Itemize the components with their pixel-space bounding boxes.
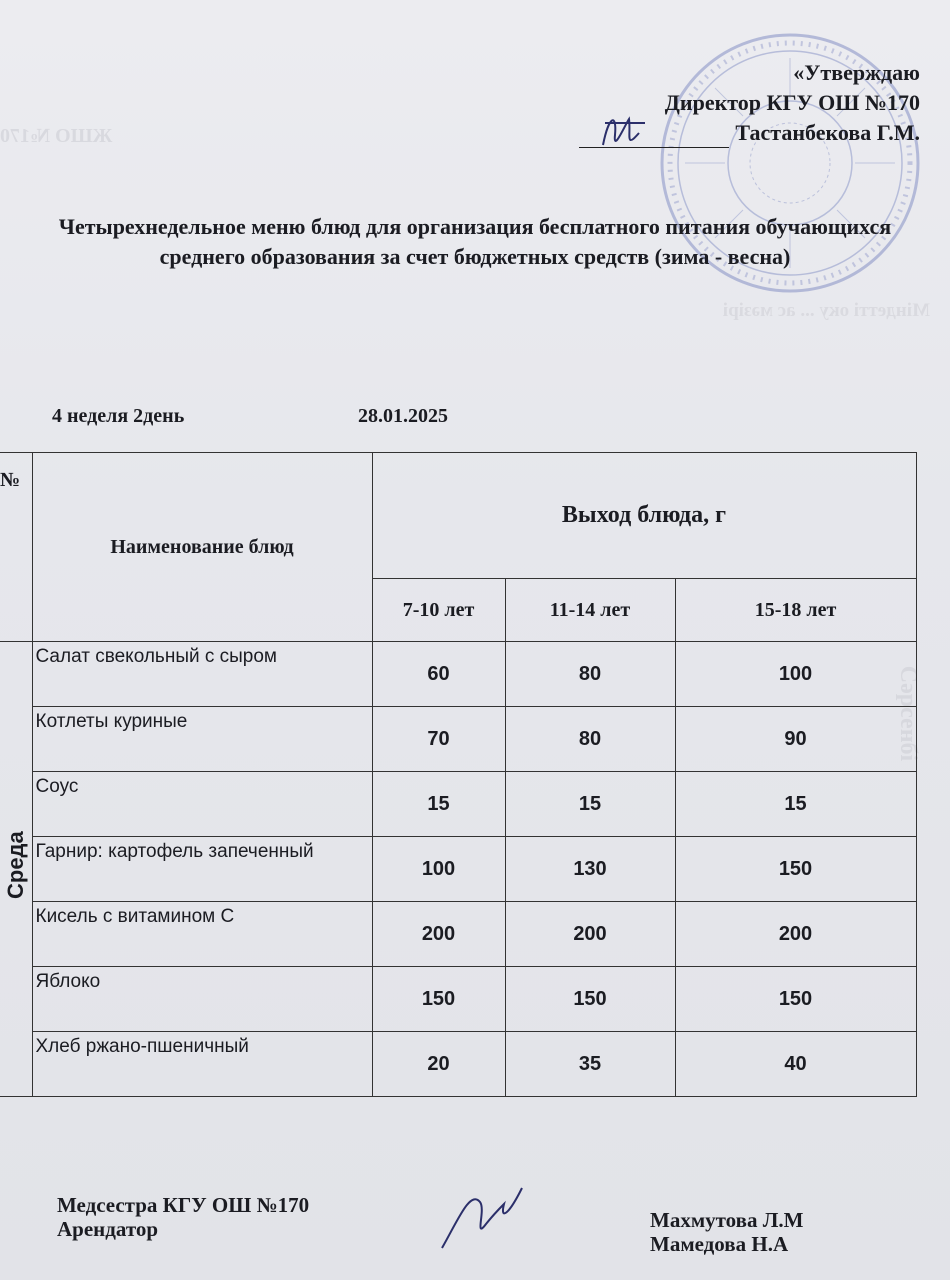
dish-name: Яблоко xyxy=(32,967,372,1032)
bleed-through-text: Сәрсенбi xyxy=(895,665,922,762)
portion-value: 40 xyxy=(675,1032,916,1097)
portion-value: 200 xyxy=(505,902,675,967)
table-row xyxy=(0,837,916,902)
table-row xyxy=(0,1032,916,1097)
header-age-15-18: 15-18 лет xyxy=(675,579,916,642)
menu-date: 28.01.2025 xyxy=(358,405,448,427)
portion-value: 100 xyxy=(372,837,505,902)
header-age-7-10: 7-10 лет xyxy=(372,579,505,642)
portion-value: 150 xyxy=(505,967,675,1032)
footer-left xyxy=(57,1193,309,1241)
table-row xyxy=(0,707,916,772)
header-output: Выход блюда, г xyxy=(372,453,916,579)
day-label: Среда xyxy=(3,831,28,899)
portion-value: 15 xyxy=(372,772,505,837)
portion-value: 15 xyxy=(505,772,675,837)
footer-tenant-name: Мамедова Н.А xyxy=(650,1232,789,1256)
header-number: № xyxy=(0,453,32,642)
table-row xyxy=(0,642,916,707)
approval-line-1: «Утверждаю xyxy=(793,60,920,85)
portion-value: 70 xyxy=(372,707,505,772)
document-title: Четырехнедельное меню блюд для организация бесплатного питания обучающихся среднего образования за счет бюджетных средств (зима - весна) xyxy=(58,214,892,269)
menu-rows xyxy=(0,642,916,1097)
header-age-11-14: 11-14 лет xyxy=(505,579,675,642)
dish-name: Хлеб ржано-пшеничный xyxy=(32,1032,372,1097)
portion-value: 150 xyxy=(372,967,505,1032)
dish-name: Котлеты куриные xyxy=(32,707,372,772)
portion-value: 200 xyxy=(675,902,916,967)
table-row xyxy=(0,772,916,837)
bleed-through-text: ЖШО №170 xyxy=(0,125,113,147)
approval-line-3: Тастанбекова Г.М. xyxy=(735,120,920,145)
dish-name: Кисель с витамином С xyxy=(32,902,372,967)
portion-value: 60 xyxy=(372,642,505,707)
footer-signature xyxy=(438,1180,528,1260)
portion-value: 200 xyxy=(372,902,505,967)
director-signature xyxy=(595,105,655,160)
bleed-through-text: Мiндеттi оку ... ас мәзiрi xyxy=(722,300,930,321)
portion-value: 150 xyxy=(675,837,916,902)
menu-table-wrapper xyxy=(0,452,916,1097)
dish-name: Гарнир: картофель запеченный xyxy=(32,837,372,902)
portion-value: 15 xyxy=(675,772,916,837)
portion-value: 35 xyxy=(505,1032,675,1097)
portion-value: 80 xyxy=(505,642,675,707)
week-day-label: 4 неделя 2день xyxy=(52,405,185,427)
portion-value: 150 xyxy=(675,967,916,1032)
menu-table xyxy=(0,452,917,1097)
table-row xyxy=(0,967,916,1032)
day-cell xyxy=(0,642,32,1097)
portion-value: 20 xyxy=(372,1032,505,1097)
portion-value: 100 xyxy=(675,642,916,707)
portion-value: 80 xyxy=(505,707,675,772)
footer-right xyxy=(650,1208,803,1256)
dish-name: Салат свекольный с сыром xyxy=(32,642,372,707)
footer-nurse: Медсестра КГУ ОШ №170 xyxy=(57,1193,310,1217)
portion-value: 130 xyxy=(505,837,675,902)
table-row xyxy=(0,902,916,967)
footer-tenant: Арендатор xyxy=(57,1217,159,1241)
header-dish-name: Наименование блюд xyxy=(32,453,372,642)
portion-value: 90 xyxy=(675,707,916,772)
approval-line-2: Директор КГУ ОШ №170 xyxy=(664,90,920,115)
dish-name: Соус xyxy=(32,772,372,837)
footer-nurse-name: Махмутова Л.М xyxy=(650,1208,804,1232)
